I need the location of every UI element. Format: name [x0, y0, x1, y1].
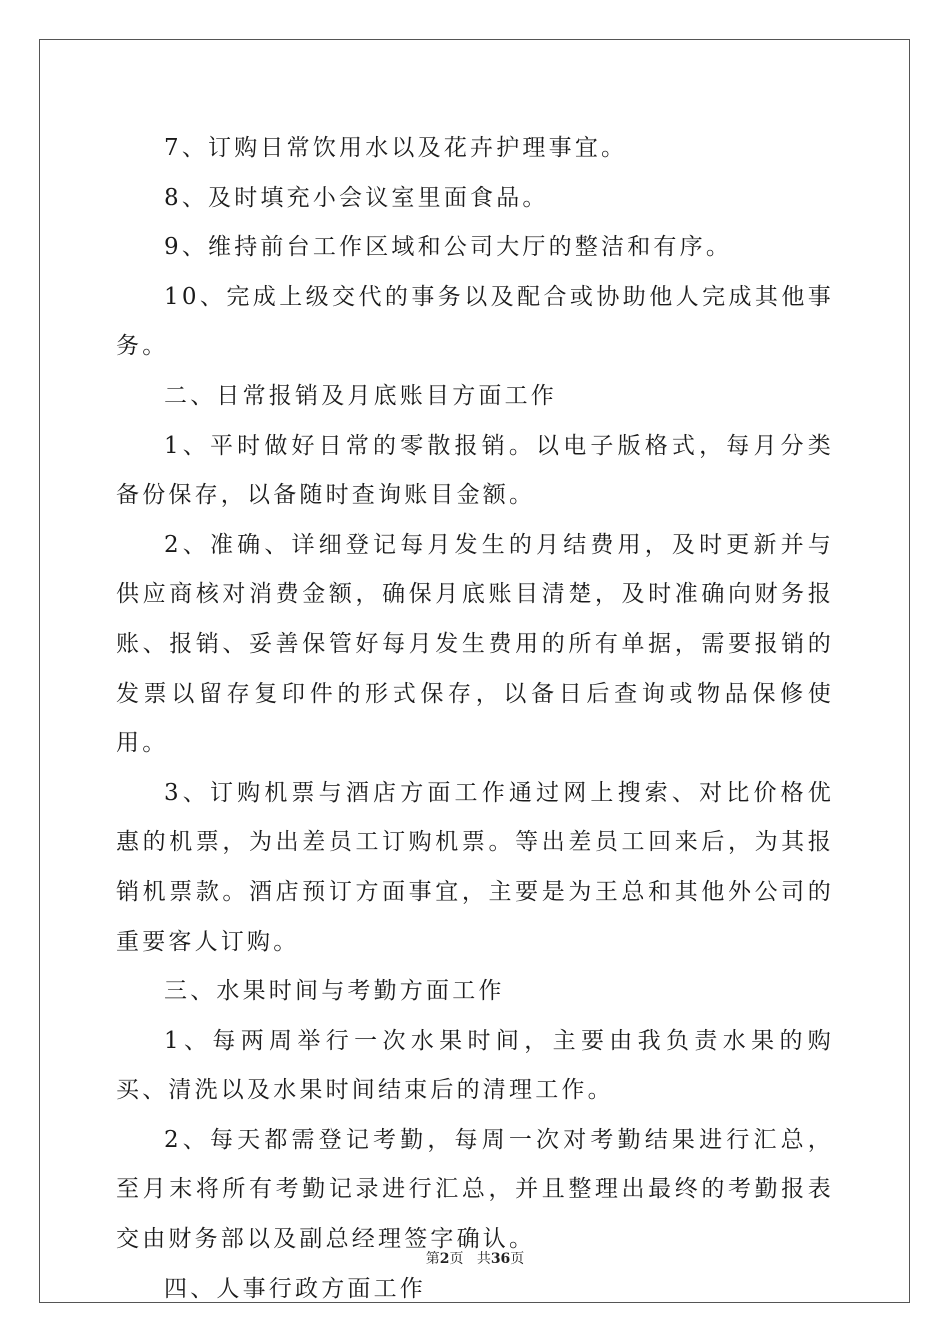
- paragraph-item-7: 7、订购日常饮用水以及花卉护理事宜。: [164, 135, 628, 161]
- paragraph-attendance-1: 1、每两周举行一次水果时间，主要由我负责水果的购买、清洗以及水果时间结束后的清理工作。: [116, 1027, 834, 1104]
- section-heading-4: 四、人事行政方面工作: [164, 1275, 426, 1302]
- paragraph-item-10: 10、完成上级交代的事务以及配合或协助他人完成其他事务。: [116, 283, 834, 360]
- page-number: 2: [439, 1251, 450, 1267]
- paragraph-item-9: 9、维持前台工作区域和公司大厅的整洁和有序。: [164, 234, 733, 261]
- section-heading-2: 二、日常报销及月底账目方面工作: [164, 382, 557, 409]
- total-suffix: 页: [510, 1251, 525, 1267]
- paragraph-reimbursement-1: 1、平时做好日常的零散报销。以电子版格式，每月分类备份保存，以备随时查询账目金额。: [116, 432, 834, 509]
- paragraph-reimbursement-3: 3、订购机票与酒店方面工作通过网上搜索、对比价格优惠的机票，为出差员工订购机票。等出差员工回来后，为其报销机票款。酒店预订方面事宜，主要是为王总和其他外公司的重要客人订购。: [116, 779, 834, 955]
- page-prefix: 第: [425, 1251, 440, 1267]
- page-suffix: 页: [449, 1251, 464, 1267]
- page-footer: [0, 1248, 950, 1268]
- paragraph-attendance-2: 2、每天都需登记考勤，每周一次对考勤结果进行汇总，至月末将所有考勤记录进行汇总，并且整理出最终的考勤报表交由财务部以及副总经理签字确认。: [116, 1126, 834, 1253]
- paragraph-item-8: 8、及时填充小会议室里面食品。: [164, 184, 549, 211]
- total-prefix: 共: [476, 1251, 491, 1267]
- paragraph-reimbursement-2: 2、准确、详细登记每月发生的月结费用，及时更新并与供应商核对消费金额，确保月底账目清楚，及时准确向财务报账、报销、妥善保管好每月发生费用的所有单据，需要报销的发票以留存复印件的形式保存，以备日后查询或物品保修使用。: [116, 531, 834, 757]
- section-heading-3: 三、水果时间与考勤方面工作: [164, 978, 505, 1005]
- total-pages: 36: [490, 1251, 511, 1267]
- document-body: [116, 124, 834, 1314]
